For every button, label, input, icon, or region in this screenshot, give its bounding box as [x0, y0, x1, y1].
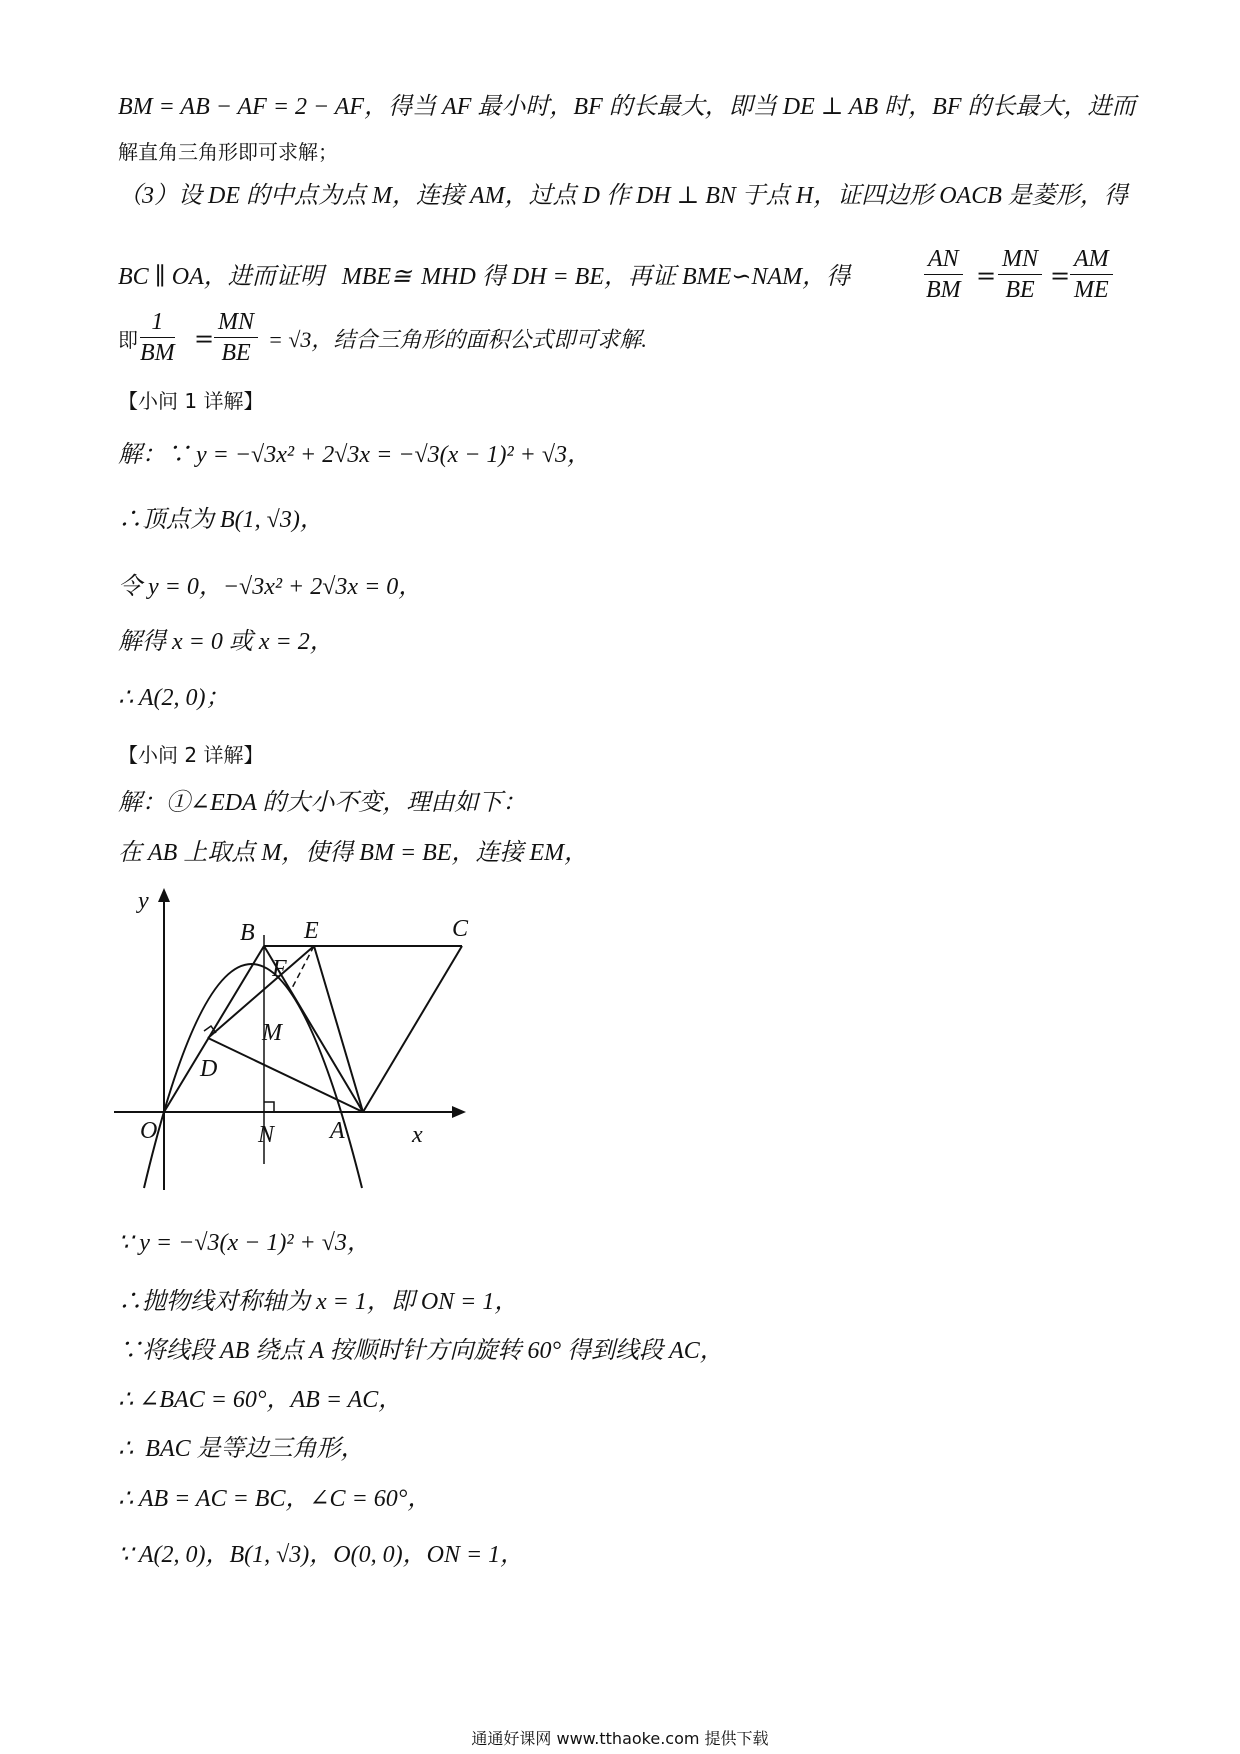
solution-line-5: ∴ A(2, 0)； [118, 685, 230, 711]
section-heading-1: 【小问 1 详解】 [118, 389, 264, 413]
label-n: N [258, 1122, 275, 1148]
fraction-numerator: 1 [140, 307, 175, 338]
solution2-line-6: ∴ ∠BAC = 60°，AB = AC， [118, 1387, 403, 1413]
y-axis-arrow [158, 888, 170, 902]
text-line-4d: BME∽ [682, 264, 752, 290]
label-c: C [452, 916, 469, 942]
segment-ca [363, 946, 462, 1112]
fraction-numerator: MN [998, 244, 1042, 275]
label-d: D [200, 1056, 218, 1082]
solution2-line-7 [118, 1434, 365, 1464]
solution-line-1: 解：∵ y = −√3x² + 2√3x = −√3(x − 1)² + √3， [118, 442, 592, 468]
text-line-5a: 即 [118, 328, 138, 352]
text-line-1: BM = AB − AF = 2 − AF，得当 AF 最小时，BF 的长最大，即当 DE ⊥ AB 时，BF 的长最大，进而 [118, 94, 1136, 120]
solution2-line-9: ∵ A(2, 0)，B(1, √3)，O(0, 0)，ON = 1， [118, 1542, 525, 1568]
label-y: y [138, 888, 149, 914]
segment-ea [314, 946, 363, 1112]
solution2-line-8: ∴ AB = AC = BC，∠C = 60°， [118, 1486, 432, 1512]
fraction-an-bm [924, 244, 963, 305]
text-line-3: （3）设 DE 的中点为点 M，连接 AM，过点 D 作 DH ⊥ BN 于点 H，证四边形 OACB 是菱形，得 [118, 183, 1128, 209]
therefore-symbol: ∴ [118, 1436, 134, 1462]
fraction-denominator: BM [140, 340, 175, 366]
fraction-denominator: ME [1074, 277, 1109, 303]
fraction-numerator: AM [1070, 244, 1113, 275]
text-line-5b: = √3，结合三角形的面积公式即可求解. [268, 327, 647, 352]
label-m: M [262, 1020, 282, 1046]
text-line-4c: MHD 得 DH = BE，再证 [421, 264, 677, 290]
fraction-denominator: BM [926, 277, 961, 303]
fraction-numerator: MN [214, 307, 258, 338]
fraction-mn-be-2 [214, 307, 258, 368]
fraction-am-me [1070, 244, 1113, 305]
fraction-1-bm [140, 307, 175, 368]
solution2-line-7b: BAC 是等边三角形， [145, 1436, 365, 1462]
fraction-mn-be-1 [998, 244, 1042, 305]
equals-sign: = [194, 325, 215, 353]
fraction-numerator: AN [924, 244, 963, 275]
text-line-4e: NAM，得 [751, 264, 851, 290]
label-e: E [304, 918, 319, 944]
solution-line-2: ∴顶点为 B(1, √3)， [118, 507, 324, 533]
text-line-2: 解直角三角形即可求解； [118, 140, 338, 164]
solution2-line-4: ∴抛物线对称轴为 x = 1，即 ON = 1， [118, 1289, 519, 1315]
text-line-4 [118, 262, 850, 292]
solution2-line-5: ∵将线段 AB 绕点 A 按顺时针方向旋转 60° 得到线段 AC， [118, 1338, 724, 1364]
label-f: F [272, 956, 287, 982]
label-b: B [240, 920, 255, 946]
right-angle-n [264, 1102, 274, 1112]
solution-line-3: 令 y = 0，−√3x² + 2√3x = 0， [118, 574, 423, 600]
geometry-figure [100, 880, 500, 1200]
section-heading-2: 【小问 2 详解】 [118, 743, 264, 767]
solution2-line-3: ∵ y = −√3(x − 1)² + √3， [118, 1230, 371, 1256]
segment-em [290, 946, 314, 992]
text-line-4b: MBE≅ [341, 264, 412, 290]
solution-line-4: 解得 x = 0 或 x = 2， [118, 629, 334, 655]
x-axis-arrow [452, 1106, 466, 1118]
page-footer: 通通好课网 www.tthaoke.com 提供下载 [471, 1729, 769, 1748]
label-x: x [412, 1122, 423, 1148]
equals-sign: = [1050, 262, 1071, 290]
segment-da [208, 1038, 363, 1112]
segment-de [208, 946, 314, 1038]
label-o: O [140, 1118, 158, 1144]
fraction-denominator: BE [1005, 277, 1035, 303]
equals-sign: = [976, 262, 997, 290]
text-line-4a: BC ∥ OA，进而证明 [118, 264, 324, 290]
label-a: A [330, 1118, 345, 1144]
fraction-denominator: BE [221, 340, 251, 366]
solution2-line-2: 在 AB 上取点 M，使得 BM = BE，连接 EM， [118, 840, 589, 866]
solution2-line-1: 解：①∠EDA 的大小不变，理由如下： [118, 790, 527, 816]
